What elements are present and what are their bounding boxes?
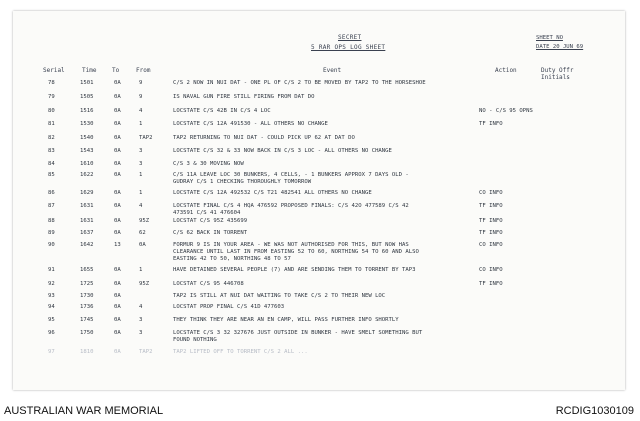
event-cell: C/S 3 & 30 MOVING NOW <box>173 161 244 167</box>
time-cell: 1540 <box>80 135 94 141</box>
time-cell: 1637 <box>80 230 94 236</box>
serial-cell: 96 <box>48 330 55 336</box>
to-cell: 0A <box>114 161 121 167</box>
to-cell: 0A <box>114 230 121 236</box>
event-cell: TAP2 LIFTED OFF TO TORRENT C/S 2 ALL ... <box>173 349 308 355</box>
serial-cell: 83 <box>48 148 55 154</box>
col-from: From <box>136 67 151 74</box>
time-cell: 1810 <box>80 349 94 355</box>
serial-cell: 90 <box>48 242 55 248</box>
sheet-stamp <box>536 34 583 52</box>
event-cell: LOCSTATE C/S 12A 492532 C/S T21 482541 ALL OTHERS NO CHANGE <box>173 190 372 196</box>
time-cell: 1725 <box>80 281 94 287</box>
event-cell: C/S 62 BACK IN TORRENT <box>173 230 248 236</box>
from-cell: 1 <box>139 121 143 127</box>
serial-cell: 85 <box>48 172 55 178</box>
serial-cell: 91 <box>48 267 55 273</box>
from-cell: 1 <box>139 172 143 178</box>
col-to: To <box>112 67 120 74</box>
serial-cell: 94 <box>48 304 55 310</box>
time-cell: 1631 <box>80 218 94 224</box>
to-cell: 0A <box>114 267 121 273</box>
to-cell: 0A <box>114 317 121 323</box>
serial-cell: 89 <box>48 230 55 236</box>
event-cell: TAP2 IS STILL AT NUI DAT WAITING TO TAKE C/S 2 TO THEIR NEW LOC <box>173 293 386 299</box>
time-cell: 1730 <box>80 293 94 299</box>
to-cell: 0A <box>114 148 121 154</box>
event-cell: LOCSTATE FINAL C/S 4 HQA 476592 PROPOSED FINALS: C/S 42O 477589 C/S 42 473591 C/S 41 476604 <box>173 203 409 216</box>
to-cell: 0A <box>114 304 121 310</box>
to-cell: 0A <box>114 293 121 299</box>
serial-cell: 95 <box>48 317 55 323</box>
to-cell: 0A <box>114 203 121 209</box>
serial-cell: 79 <box>48 94 55 100</box>
from-cell: 95Z <box>139 218 150 224</box>
from-cell: TAP2 <box>139 349 153 355</box>
from-cell: 0A <box>139 242 146 248</box>
time-cell: 1736 <box>80 304 94 310</box>
from-cell: 4 <box>139 108 143 114</box>
event-cell: LOCSTATE C/S 42B IN C/S 4 LOC <box>173 108 271 114</box>
time-cell: 1501 <box>80 80 94 86</box>
to-cell: 0A <box>114 172 121 178</box>
action-cell: CO INFO <box>479 267 503 273</box>
col-event: Event <box>323 67 342 74</box>
serial-cell: 86 <box>48 190 55 196</box>
action-cell: TF INFO <box>479 281 503 287</box>
log-title: 5 RAR OPS LOG SHEET <box>311 44 386 51</box>
event-cell: HAVE DETAINED SEVERAL PEOPLE (7) AND ARE SENDING THEM TO TORRENT BY TAP3 <box>173 267 416 273</box>
time-cell: 1505 <box>80 94 94 100</box>
from-cell: 9 <box>139 94 143 100</box>
serial-cell: 87 <box>48 203 55 209</box>
from-cell: 3 <box>139 330 143 336</box>
serial-cell: 93 <box>48 293 55 299</box>
col-serial: Serial <box>43 67 65 74</box>
col-duty-initials: Duty Offr Initials <box>541 67 574 81</box>
action-cell: NO - C/S 95 OPNS <box>479 108 533 114</box>
to-cell: 0A <box>114 218 121 224</box>
to-cell: 0A <box>114 121 121 127</box>
sheet-number-label: SHEET NO <box>536 35 563 41</box>
action-cell: CO INFO <box>479 190 503 196</box>
event-cell: TAP2 RETURNING TO NUI DAT - COULD PICK UP 62 AT DAT DO <box>173 135 355 141</box>
serial-cell: 92 <box>48 281 55 287</box>
time-cell: 1745 <box>80 317 94 323</box>
to-cell: 0A <box>114 330 121 336</box>
serial-cell: 80 <box>48 108 55 114</box>
action-cell: CO INFO <box>479 242 503 248</box>
to-cell: 0A <box>114 281 121 287</box>
event-cell: THEY THINK THEY ARE NEAR AN EN CAMP, WILL PASS FURTHER INFO SHORTLY <box>173 317 399 323</box>
time-cell: 1622 <box>80 172 94 178</box>
to-cell: 13 <box>114 242 121 248</box>
time-cell: 1631 <box>80 203 94 209</box>
time-cell: 1516 <box>80 108 94 114</box>
action-cell: TF INFO <box>479 121 503 127</box>
time-cell: 1629 <box>80 190 94 196</box>
archive-credit: AUSTRALIAN WAR MEMORIAL <box>4 405 164 417</box>
event-cell: C/S 11A LEAVE LOC 30 BUNKERS, 4 CELLS, - 1 BUNKERS APPROX 7 DAYS OLD - GUDRAY C/S 1 CHECKING THOROUGHLY TOMORROW <box>173 172 409 185</box>
col-action: Action <box>495 67 517 74</box>
sheet-date: DATE 20 JUN 69 <box>536 44 584 50</box>
time-cell: 1750 <box>80 330 94 336</box>
from-cell: 4 <box>139 304 143 310</box>
from-cell: 3 <box>139 161 143 167</box>
to-cell: 0A <box>114 108 121 114</box>
archive-id: RCDIG1030109 <box>555 405 634 417</box>
time-cell: 1543 <box>80 148 94 154</box>
serial-cell: 82 <box>48 135 55 141</box>
event-cell: LOCSTATE C/S 12A 491530 - ALL OTHERS NO CHANGE <box>173 121 328 127</box>
from-cell: 62 <box>139 230 146 236</box>
to-cell: 0A <box>114 80 121 86</box>
from-cell: 95Z <box>139 281 150 287</box>
event-cell: C/S 2 NOW IN NUI DAT - ONE PL OF C/S 2 TO BE MOVED BY TAP2 TO THE HORSESHOE <box>173 80 426 86</box>
event-cell: LOCSTAT C/S 95Z 435699 <box>173 218 248 224</box>
from-cell: 1 <box>139 190 143 196</box>
serial-cell: 81 <box>48 121 55 127</box>
event-cell: IS NAVAL GUN FIRE STILL FIRING FROM DAT DO <box>173 94 315 100</box>
to-cell: 0A <box>114 190 121 196</box>
serial-cell: 97 <box>48 349 55 355</box>
serial-cell: 88 <box>48 218 55 224</box>
time-cell: 1642 <box>80 242 94 248</box>
action-cell: TF INFO <box>479 218 503 224</box>
event-cell: LOCSTATE C/S 3 32 327676 JUST OUTSIDE IN BUNKER - HAVE SMELT SOMETHING BUT FOUND NOTHING <box>173 330 423 343</box>
from-cell: 3 <box>139 317 143 323</box>
security-heading: SECRET <box>338 34 362 41</box>
action-cell: TF INFO <box>479 203 503 209</box>
event-cell: LOCSTAT C/S 95 446708 <box>173 281 244 287</box>
action-cell: TF INFO <box>479 230 503 236</box>
to-cell: 0A <box>114 135 121 141</box>
event-cell: FORMUR 9 IS IN YOUR AREA - WE WAS NOT AUTHORISED FOR THIS, BUT NOW HAS CLEARANCE UNTIL LAST IN FROM EASTING 52 TO 60, NORTHING 54 TO 60 AND ALSO EASTING 42 TO 50, NORTHING 48 TO 57 <box>173 242 419 262</box>
event-cell: LOCSTAT PROP FINAL C/S 41D 477603 <box>173 304 285 310</box>
log-sheet <box>13 11 625 390</box>
from-cell: TAP2 <box>139 135 153 141</box>
to-cell: 0A <box>114 94 121 100</box>
to-cell: 0A <box>114 349 121 355</box>
from-cell: 9 <box>139 80 143 86</box>
time-cell: 1655 <box>80 267 94 273</box>
serial-cell: 84 <box>48 161 55 167</box>
event-cell: LOCSTATE C/S 32 & 33 NOW BACK IN C/S 3 LOC - ALL OTHERS NO CHANGE <box>173 148 392 154</box>
time-cell: 1610 <box>80 161 94 167</box>
from-cell: 4 <box>139 203 143 209</box>
col-time: Time <box>82 67 97 74</box>
time-cell: 1530 <box>80 121 94 127</box>
from-cell: 1 <box>139 267 143 273</box>
from-cell: 3 <box>139 148 143 154</box>
serial-cell: 78 <box>48 80 55 86</box>
